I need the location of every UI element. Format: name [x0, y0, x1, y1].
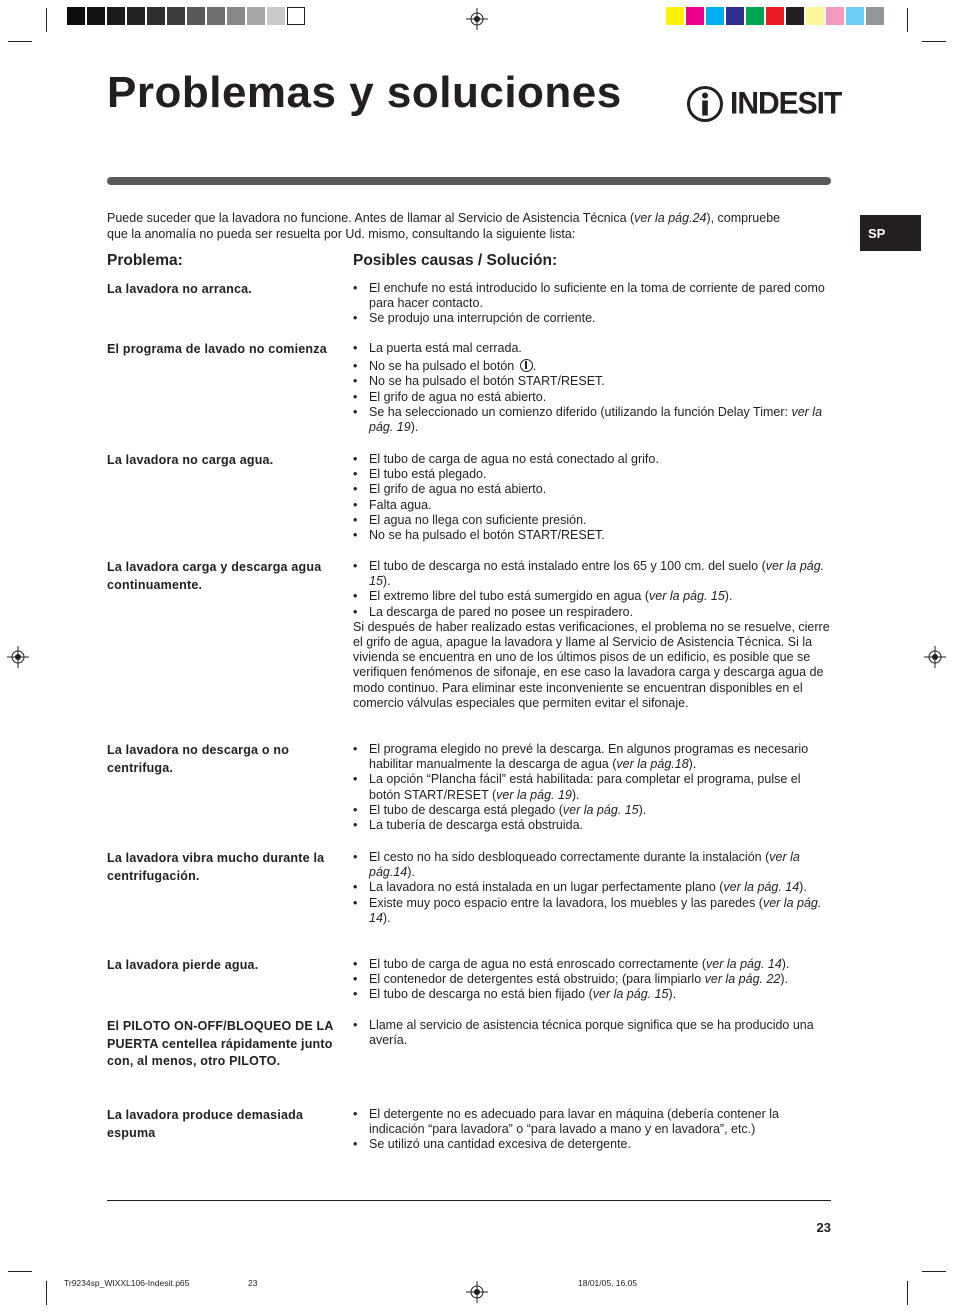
problem-text: La lavadora carga y descarga agua continuamente.: [107, 560, 322, 592]
intro-text: Puede suceder que la lavadora no funcione. Antes de llamar al Servicio de Asistencia Técnica (: [107, 211, 635, 225]
registration-mark-icon: [466, 1281, 488, 1303]
problem-text: La lavadora no descarga o no centrifuga.: [107, 743, 290, 775]
gray-swatch: [107, 7, 125, 25]
solution-item: • El enchufe no está introducido lo suficiente en la toma de corriente de pared como para hacer contacto.: [353, 281, 831, 311]
problem-text: La lavadora produce demasiada espuma: [107, 1108, 304, 1140]
solution-item: • La puerta está mal cerrada.: [353, 341, 831, 356]
crop-mark: [46, 8, 47, 32]
gray-swatch: [227, 7, 245, 25]
solution-item: • No se ha pulsado el botón START/RESET.: [353, 528, 831, 543]
page-reference: ver la pág. 15: [369, 559, 825, 589]
gray-calibration-bar: [67, 7, 307, 25]
solution-item: • Se ha seleccionado un comienzo diferido (utilizando la función Delay Timer: ver la pág. 19).: [353, 405, 831, 435]
page-reference: ver la pág. 14: [706, 957, 782, 971]
solution-list: [353, 1107, 831, 1153]
intro-paragraph: [107, 210, 787, 242]
solution-item: • El tubo está plegado.: [353, 467, 831, 482]
solution-list: [353, 281, 831, 327]
solution-item: • El tubo de descarga no está instalado entre los 65 y 100 cm. del suelo (ver la pág. 15).: [353, 559, 831, 589]
page-reference: ver la pág. 14: [369, 895, 822, 925]
color-swatch: [746, 7, 764, 25]
solution-list: [353, 1018, 831, 1048]
solution-item: • La opción “Plancha fácil” está habilitada: para completar el programa, pulse el botón START/RESET (ver la pág. 19).: [353, 772, 831, 802]
color-swatch: [786, 7, 804, 25]
indesit-logo: [686, 84, 841, 124]
color-swatch: [826, 7, 844, 25]
registration-mark-icon: [924, 646, 946, 668]
crop-mark: [46, 1281, 47, 1305]
solution-item: • Existe muy poco espacio entre la lavadora, los muebles y las paredes (ver la pág. 14).: [353, 896, 831, 926]
gray-swatch: [187, 7, 205, 25]
solution-column-heading: Posibles causas / Solución:: [353, 252, 558, 269]
color-swatch: [766, 7, 784, 25]
solution-item: • La descarga de pared no posee un respiradero.: [353, 605, 831, 620]
solution-item: • Falta agua.: [353, 498, 831, 513]
page-number: 23: [816, 1220, 831, 1235]
solution-item: • El tubo de carga de agua no está conectado al grifo.: [353, 452, 831, 467]
problem-text: La lavadora pierde agua.: [107, 958, 259, 972]
solution-list: [353, 850, 831, 926]
crop-mark: [8, 1271, 32, 1272]
problem-text: La lavadora vibra mucho durante la centrifugación.: [107, 851, 325, 883]
page-reference: ver la pág. 15: [562, 802, 639, 817]
color-swatch: [666, 7, 684, 25]
solution-item: • El agua no llega con suficiente presión.: [353, 513, 831, 528]
solution-list: [353, 452, 831, 543]
solution-item: • El detergente no es adecuado para lavar en máquina (debería contener la indicación “para lavadora” o “para lavado a mano y en lavadora”, etc.): [353, 1107, 831, 1137]
solution-item: • El programa elegido no prevé la descarga. En algunos programas es necesario habilitar manualmente la descarga de agua (ver la pág.18).: [353, 742, 831, 772]
gray-swatch: [147, 7, 165, 25]
crop-mark: [907, 8, 908, 32]
solution-list: [353, 559, 831, 711]
slug-date: 18/01/05, 16.05: [578, 1278, 638, 1288]
problem-text: La lavadora no carga agua.: [107, 453, 274, 467]
page-reference: ver la pág. 15: [649, 589, 725, 604]
page-reference: ver la pág. 22: [704, 972, 781, 987]
slug-filename: Tr9234sp_WIXXL106-Indesit.p65: [64, 1278, 190, 1288]
solution-list: [353, 742, 831, 833]
color-swatch: [706, 7, 724, 25]
solution-item: • El extremo libre del tubo está sumergido en agua (ver la pág. 15).: [353, 589, 831, 604]
solution-item: • No se ha pulsado el botón START/RESET.: [353, 374, 831, 389]
problem-text: El programa de lavado no comienza: [107, 342, 327, 356]
solution-item: • Se produjo una interrupción de corriente.: [353, 311, 831, 326]
color-swatch: [866, 7, 884, 25]
color-swatch: [726, 7, 744, 25]
crop-mark: [922, 1271, 946, 1272]
solution-list: [353, 341, 831, 435]
solution-item: • Llame al servicio de asistencia técnica porque significa que se ha producido una avería.: [353, 1018, 831, 1048]
crop-mark: [922, 41, 946, 42]
footer-divider: [107, 1200, 831, 1201]
solution-note: Si después de haber realizado estas verificaciones, el problema no se resuelve, cierre el grifo de agua, apague la lavadora y llame al Servicio de Asistencia Técnica. Si la vivienda se encuentra en uno de los últimos pisos de un edificio, es posible que se verifiquen fenómenos de sifonaje, en ese caso la lavadora carga y descarga agua de modo continuo. Para eliminar este inconveniente se encuentran disponibles en el comercio válvulas especiales que permiten evitar el sifonaje.: [353, 619, 830, 710]
title-divider: [107, 177, 831, 185]
problem-text: El PILOTO ON-OFF/BLOQUEO DE LA PUERTA centellea rápidamente junto con, al menos, otro PILOTO.: [107, 1019, 334, 1068]
solution-item: • El grifo de agua no está abierto.: [353, 390, 831, 405]
page-reference: ver la pág.24: [634, 211, 707, 225]
gray-swatch: [287, 7, 305, 25]
power-button-icon: [520, 359, 533, 372]
color-swatch: [806, 7, 824, 25]
solution-item: • No se ha pulsado el botón .: [353, 359, 831, 374]
solution-item: • El cesto no ha sido desbloqueado correctamente durante la instalación (ver la pág.14).: [353, 850, 831, 880]
gray-swatch: [267, 7, 285, 25]
intro-text: ), compruebe que la anomalía no pueda ser resuelta por Ud. mismo, consultando la siguiente lista:: [107, 211, 781, 241]
brand-name: INDESIT: [730, 86, 842, 121]
solution-item: • Se utilizó una cantidad excesiva de detergente.: [353, 1137, 831, 1152]
slug-page: 23: [248, 1278, 258, 1288]
solution-item: • El contenedor de detergentes está obstruido; (para limpiarlo ver la pág. 22).: [353, 972, 831, 987]
page-reference: ver la pág. 19: [369, 404, 823, 435]
gray-swatch: [127, 7, 145, 25]
solution-item: • El grifo de agua no está abierto.: [353, 482, 831, 497]
crop-mark: [907, 1281, 908, 1305]
page-reference: ver la pág. 15: [592, 987, 669, 1002]
page-reference: ver la pág.18: [616, 757, 689, 772]
solution-item: • El tubo de carga de agua no está enroscado correctamente (ver la pág. 14).: [353, 957, 831, 972]
solution-item: • El tubo de descarga no está bien fijado (ver la pág. 15).: [353, 987, 831, 1002]
color-swatch: [846, 7, 864, 25]
registration-mark-icon: [466, 8, 488, 30]
gray-swatch: [247, 7, 265, 25]
gray-swatch: [167, 7, 185, 25]
color-swatch: [686, 7, 704, 25]
page-reference: ver la pág. 14: [723, 880, 800, 895]
solution-list: [353, 957, 831, 1003]
solution-item: • La lavadora no está instalada en un lugar perfectamente plano (ver la pág. 14).: [353, 880, 831, 895]
solution-item: • La tubería de descarga está obstruida.: [353, 818, 831, 833]
crop-mark: [8, 41, 32, 42]
page-reference: ver la pág. 19: [496, 787, 572, 802]
indesit-i-icon: [686, 85, 724, 123]
color-calibration-bar: [666, 7, 886, 25]
solution-item: • El tubo de descarga está plegado (ver la pág. 15).: [353, 803, 831, 818]
problem-text: La lavadora no arranca.: [107, 282, 252, 296]
page-title: Problemas y soluciones: [107, 68, 622, 117]
registration-mark-icon: [7, 646, 29, 668]
language-tab: SP: [860, 215, 921, 251]
gray-swatch: [207, 7, 225, 25]
page-reference: ver la pág.14: [369, 850, 800, 880]
gray-swatch: [67, 7, 85, 25]
problem-column-heading: Problema:: [107, 252, 183, 269]
gray-swatch: [87, 7, 105, 25]
